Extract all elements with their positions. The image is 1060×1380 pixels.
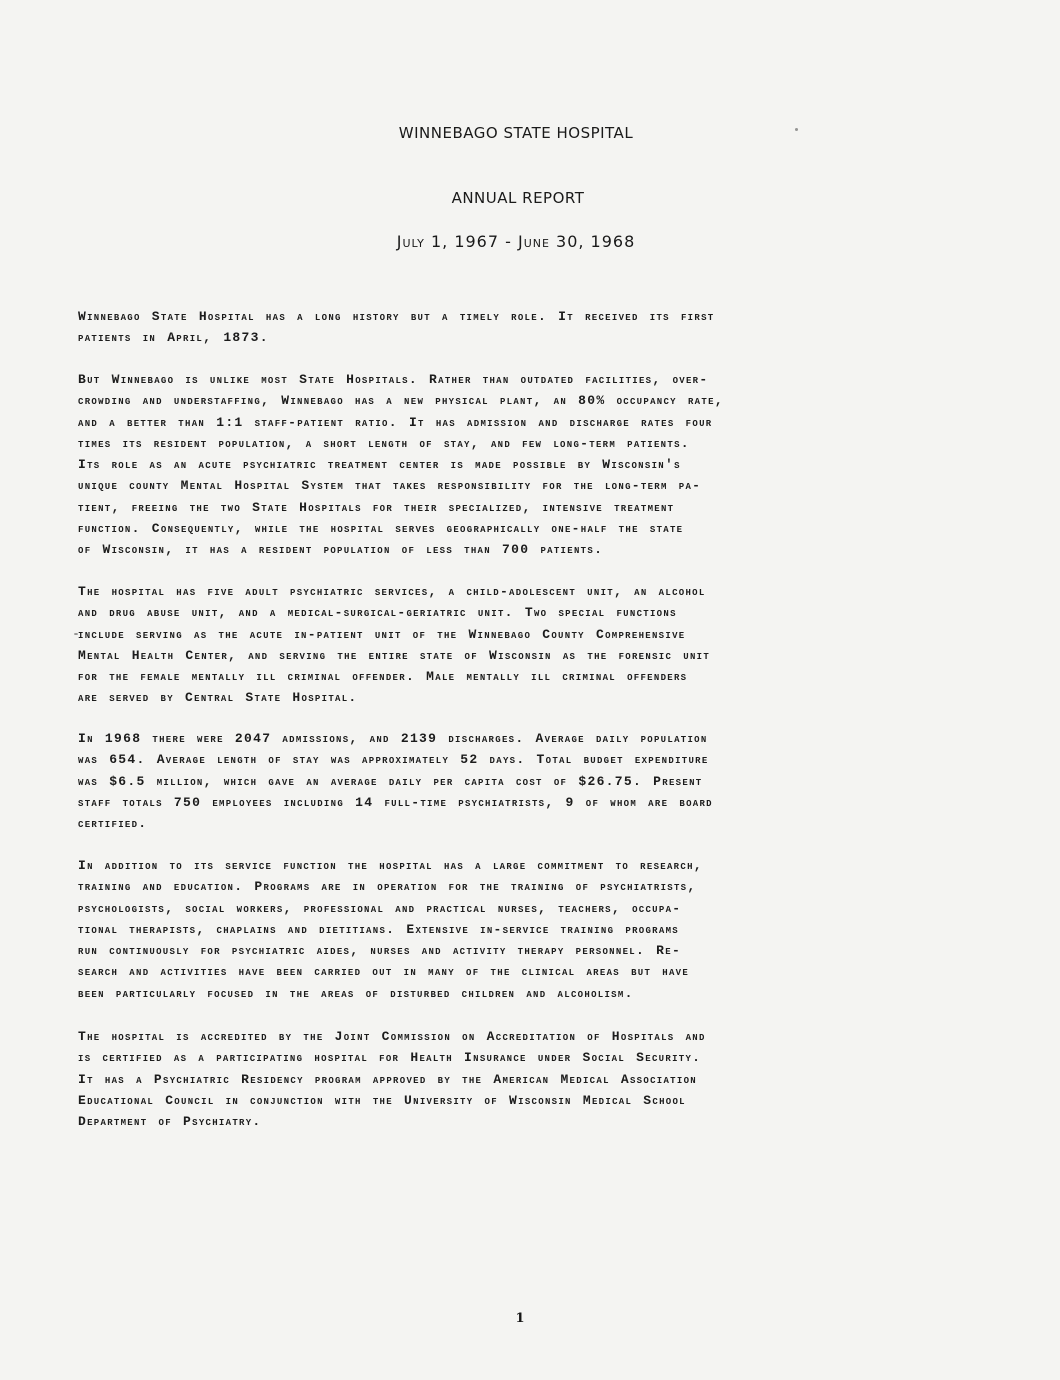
- paragraph-line: Its role as an acute psychiatric treatment center is made possible by Wisconsin's: [78, 457, 681, 473]
- paragraph-line: are served by Central State Hospital.: [78, 690, 358, 706]
- document-subtitle: ANNUAL REPORT: [451, 189, 585, 207]
- page-number: 1: [515, 1311, 525, 1326]
- paragraph-line: crowding and understaffing, Winnebago has a new physical plant, an 80% occupancy rate,: [78, 393, 724, 409]
- paragraph-line: tient, freeing the two State Hospitals for their specialized, intensive treatment: [78, 499, 675, 515]
- paragraph-line: times its resident population, a short length of stay, and few long-term patients.: [78, 435, 690, 451]
- paragraph-line: function. Consequently, while the hospital serves geographically one-half the state: [78, 521, 684, 537]
- paragraph-history: [78, 306, 988, 349]
- paragraph-line: run continuously for psychiatric aides, nurses and activity therapy personnel. Re-: [78, 943, 682, 959]
- paragraph-line: of Wisconsin, it has a resident population of less than 700 patients.: [78, 542, 604, 558]
- scan-speck: [74, 633, 78, 635]
- paragraph-line: search and activities have been carried out in many of the clinical areas but have: [78, 964, 690, 980]
- paragraph-line: for the female mentally ill criminal offender. Male mentally ill criminal offenders: [78, 669, 688, 685]
- paragraph-line: unique county Mental Hospital System that takes responsibility for the long-term pa-: [78, 478, 702, 494]
- paragraph-line: But Winnebago is unlike most State Hospitals. Rather than outdated facilities, over-: [78, 372, 709, 387]
- paragraph-line: training and education. Programs are in operation for the training of psychiatrists,: [78, 879, 697, 895]
- paragraph-line: psychologists, social workers, professional and practical nurses, teachers, occupa-: [78, 900, 682, 916]
- paragraph-line: Mental Health Center, and serving the entire state of Wisconsin as the forensic unit: [78, 647, 711, 663]
- paragraph-line: and drug abuse unit, and a medical-surgical-geriatric unit. Two special functions: [78, 605, 677, 621]
- paragraph-statistics: [78, 728, 988, 834]
- report-date-range: July 1, 1967 - June 30, 1968: [396, 232, 636, 251]
- paragraph-line: been particularly focused in the areas of disturbed children and alcoholism.: [78, 985, 634, 1001]
- paragraph-line: tional therapists, chaplains and dietitians. Extensive in-service training programs: [78, 921, 679, 937]
- document-title: WINNEBAGO STATE HOSPITAL: [398, 124, 634, 142]
- paragraph-line: The hospital is accredited by the Joint Commission on Accreditation of Hospitals and: [78, 1029, 706, 1044]
- paragraph-line: Winnebago State Hospital has a long history but a timely role. It received its first: [78, 309, 715, 324]
- paragraph-role: [78, 369, 988, 561]
- paragraph-line: Educational Council in conjunction with the University of Wisconsin Medical School: [78, 1092, 686, 1108]
- paragraph-line: It has a Psychiatric Residency program approved by the American Medical Association: [78, 1071, 697, 1087]
- paragraph-line: was 654. Average length of stay was approximately 52 days. Total budget expenditure: [78, 752, 709, 768]
- paragraph-accreditation: [78, 1026, 988, 1132]
- paragraph-line: staff totals 750 employees including 14 full-time psychiatrists, 9 of whom are board: [78, 794, 713, 810]
- paragraph-line: Department of Psychiatry.: [78, 1114, 262, 1130]
- paragraph-line: was $6.5 million, which gave an average daily per capita cost of $26.75. Present: [78, 773, 703, 789]
- scan-speck: [795, 128, 798, 131]
- paragraph-line: The hospital has five adult psychiatric services, a child-adolescent unit, an alcohol: [78, 584, 706, 599]
- paragraph-line: In 1968 there were 2047 admissions, and 2139 discharges. Average daily population: [78, 731, 708, 746]
- paragraph-line: In addition to its service function the hospital has a large commitment to research,: [78, 858, 703, 873]
- paragraph-services: [78, 581, 988, 709]
- paragraph-line: is certified as a participating hospital for Health Insurance under Social Security.: [78, 1050, 702, 1066]
- paragraph-line: and a better than 1:1 staff-patient ratio. It has admission and discharge rates four: [78, 414, 713, 430]
- paragraph-research-training: [78, 855, 988, 1004]
- paragraph-line: patients in April, 1873.: [78, 330, 269, 346]
- paragraph-line: certified.: [78, 816, 148, 832]
- paragraph-line: include serving as the acute in-patient unit of the Winnebago County Comprehensive: [78, 626, 686, 642]
